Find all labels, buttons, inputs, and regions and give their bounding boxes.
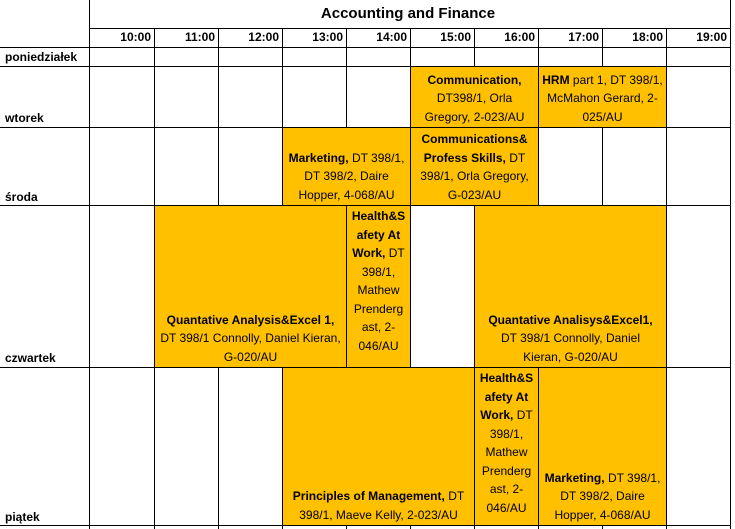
time-header: 15:00 [440, 30, 471, 44]
class-block[interactable] [282, 127, 411, 206]
class-title: Quantative Analysis&Excel 1, [166, 312, 335, 327]
class-title: Health&S afety At Work, [351, 209, 406, 260]
class-title: Marketing, [544, 470, 605, 485]
class-block[interactable] [410, 66, 539, 128]
class-block[interactable] [474, 367, 539, 526]
class-details: DT 398/1, DT 398/2, Daire Hopper, 4-068/AU [298, 150, 405, 202]
class-details: DT 398/1, Maeve Kelly, 2-023/AU [299, 489, 465, 522]
class-details: DT 398/1 Connolly, Daniel Kieran, G-020/AU [160, 331, 341, 364]
class-details: DT 398/1, Orla Gregory, G-023/AU [420, 150, 529, 202]
class-details: DT398/1, Orla Gregory, 2-023/AU [424, 91, 525, 124]
class-details: DT 398/1, Mathew Prenderg ast, 2-046/AU [353, 246, 405, 353]
class-block[interactable] [410, 127, 539, 206]
day-label: czwartek [5, 351, 56, 365]
class-title: HRM [542, 72, 570, 87]
day-label: piątek [5, 510, 40, 524]
class-block[interactable] [538, 66, 667, 128]
class-block[interactable] [346, 205, 411, 368]
time-header: 10:00 [120, 30, 151, 44]
time-header: 13:00 [312, 30, 343, 44]
grid-line [0, 47, 731, 48]
class-title: Health&S afety At Work, [479, 371, 534, 422]
day-label: środa [5, 190, 38, 204]
class-block[interactable] [154, 205, 347, 368]
class-block[interactable] [282, 367, 475, 526]
class-title: Quantative Analisys&Excel1, [488, 312, 653, 327]
grid-line [730, 0, 731, 529]
class-block[interactable] [474, 205, 667, 368]
grid-line [89, 0, 90, 529]
sheet-title: Accounting and Finance [320, 5, 496, 22]
class-details: DT 398/1, Mathew Prenderg ast, 2-046/AU [481, 408, 533, 515]
class-block[interactable] [538, 367, 667, 526]
class-title: Communication, [427, 72, 522, 87]
day-label: wtorek [5, 111, 44, 125]
class-title: Marketing, [288, 150, 349, 165]
class-title: Communications& Profess Skills, [421, 132, 528, 165]
time-header: 18:00 [632, 30, 663, 44]
time-header: 17:00 [568, 30, 599, 44]
class-details: DT 398/1, DT 398/2, Daire Hopper, 4-068/AU [554, 470, 661, 522]
time-header: 11:00 [184, 30, 215, 44]
time-header: 14:00 [376, 30, 407, 44]
time-header: 19:00 [696, 30, 727, 44]
time-header: 16:00 [504, 30, 535, 44]
class-details: part 1, DT 398/1, McMahon Gerard, 2-025/AU [547, 72, 663, 124]
class-title: Principles of Management, [292, 489, 445, 503]
class-details: DT 398/1 Connolly, Daniel Kieran, G-020/AU [501, 331, 640, 364]
time-header: 12:00 [248, 30, 279, 44]
day-label: poniedziałek [5, 50, 78, 64]
